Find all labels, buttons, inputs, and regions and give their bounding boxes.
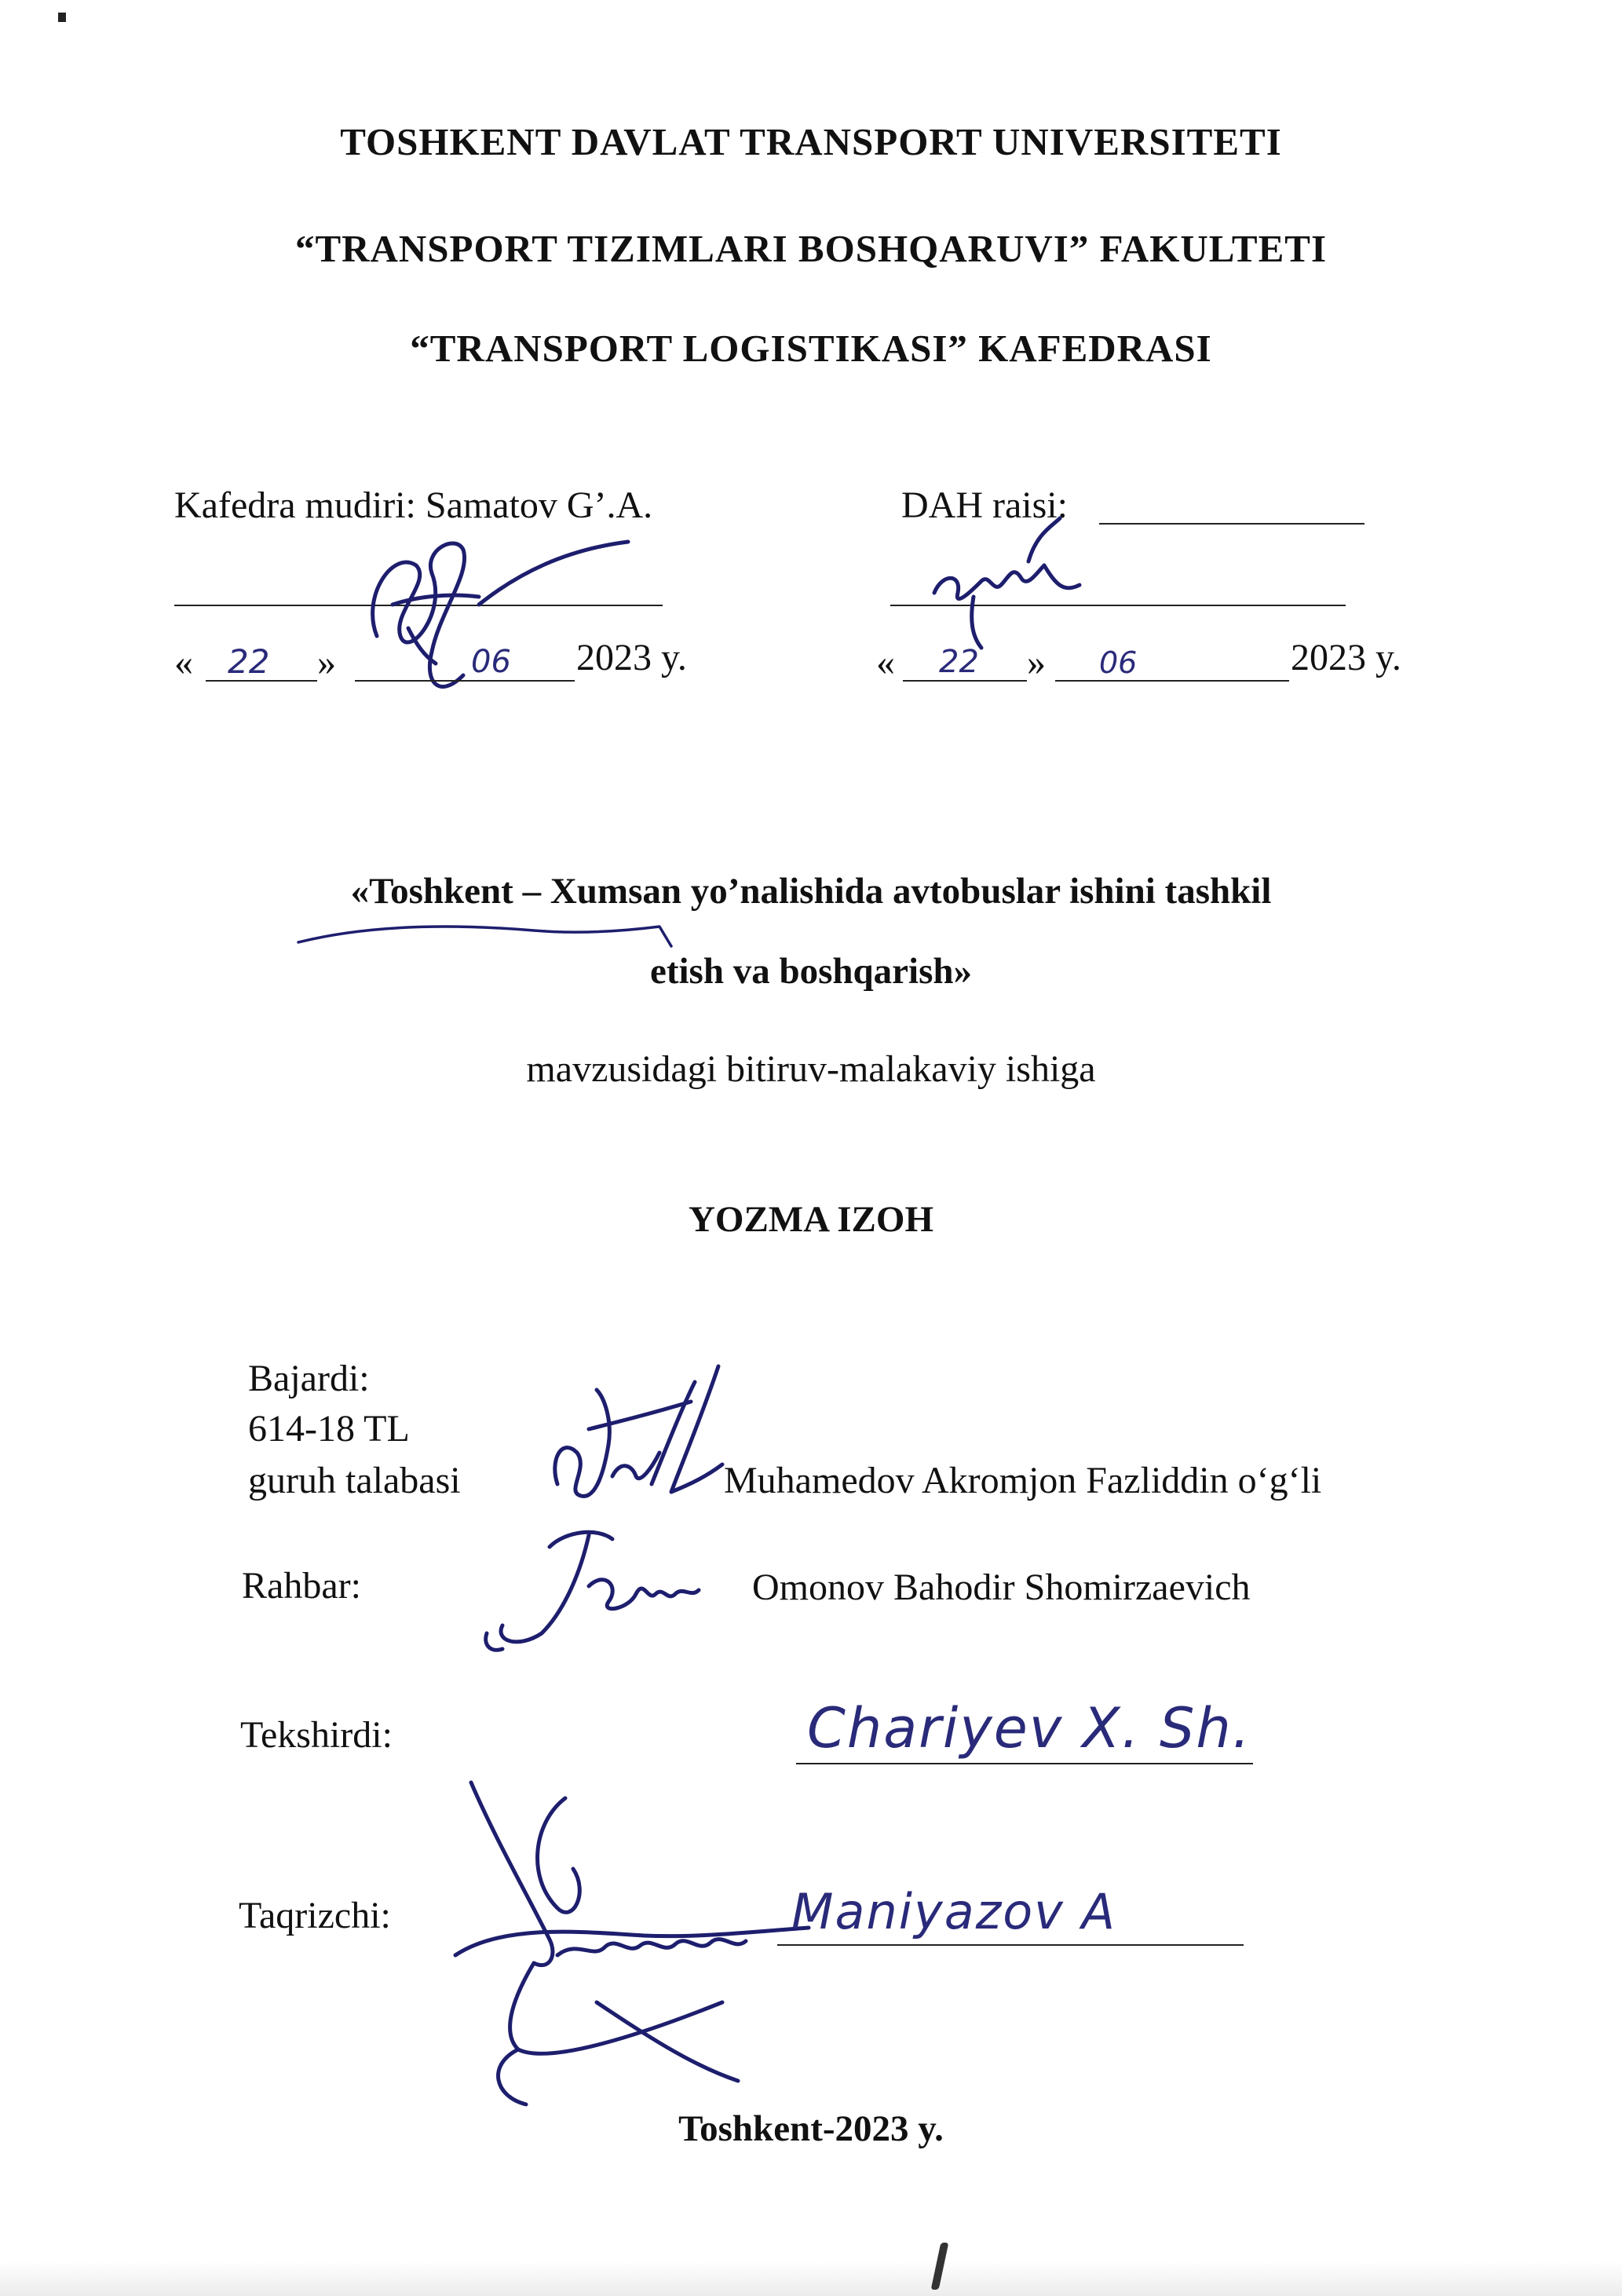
dah-chair-year: 2023 y.: [1291, 637, 1401, 678]
performer-group: 614-18 TL: [248, 1408, 410, 1450]
scan-corner-mark: [58, 13, 66, 22]
performer-signature: [534, 1366, 738, 1523]
dah-chair-day: 22: [939, 644, 979, 680]
topic-title-line-2: etish va boshqarish»: [649, 951, 973, 992]
department-name: “TRANSPORT LOGISTIKASI” KAFEDRASI: [410, 327, 1212, 370]
department-head-month: 06: [471, 644, 511, 680]
dah-chair-month: 06: [1099, 645, 1138, 680]
university-name: TOSHKENT DAVLAT TRANSPORT UNIVERSITETI: [340, 120, 1282, 163]
footer-city-year: Toshkent-2023 y.: [678, 2108, 944, 2149]
faculty-name: “TRANSPORT TIZIMLARI BOSHQARUVI” FAKULTETI: [294, 227, 1328, 270]
checker-label: Tekshirdi:: [240, 1714, 393, 1756]
scan-bottom-shadow: [0, 2261, 1622, 2296]
dah-chair-label: DAH raisi:: [901, 484, 1068, 526]
dah-chair-name-line: [1099, 523, 1364, 525]
department-head-date-open: «: [174, 642, 193, 683]
dah-chair-signature: [926, 518, 1099, 652]
reviewer-handwritten-name: Maniyazov A: [791, 1883, 1116, 1940]
performer-name: Muhamedov Akromjon Fazliddin o‘g‘li: [724, 1460, 1322, 1501]
checker-handwritten-name: Chariyev X. Sh.: [807, 1696, 1252, 1760]
document-type-heading: YOZMA IZOH: [688, 1199, 934, 1240]
department-head-month-line: [355, 680, 575, 682]
performer-label: Bajardi:: [248, 1358, 370, 1399]
dah-chair-day-line: [903, 680, 1027, 682]
topic-title-line-1: «Toshkent – Xumsan yo’nalishida avtobuslar ishini tashkil: [350, 871, 1272, 912]
department-head-year: 2023 y.: [576, 637, 687, 678]
dah-chair-month-line: [1055, 680, 1289, 682]
supervisor-label: Rahbar:: [242, 1565, 361, 1607]
supervisor-signature: [471, 1523, 707, 1657]
dah-chair-date-mid: »: [1027, 642, 1046, 683]
dah-chair-date-open: «: [876, 642, 895, 683]
department-head-label: Kafedra mudiri: Samatov G’.A.: [174, 484, 653, 526]
reviewer-label: Taqrizchi:: [239, 1895, 391, 1936]
checker-signature-line: [796, 1763, 1253, 1764]
supervisor-name: Omonov Bahodir Shomirzaevich: [752, 1567, 1251, 1608]
performer-role: guruh talabasi: [248, 1460, 461, 1501]
topic-subtitle: mavzusidagi bitiruv-malakaviy ishiga: [526, 1048, 1096, 1090]
department-head-date-mid: »: [317, 642, 336, 683]
department-head-day: 22: [228, 642, 270, 681]
